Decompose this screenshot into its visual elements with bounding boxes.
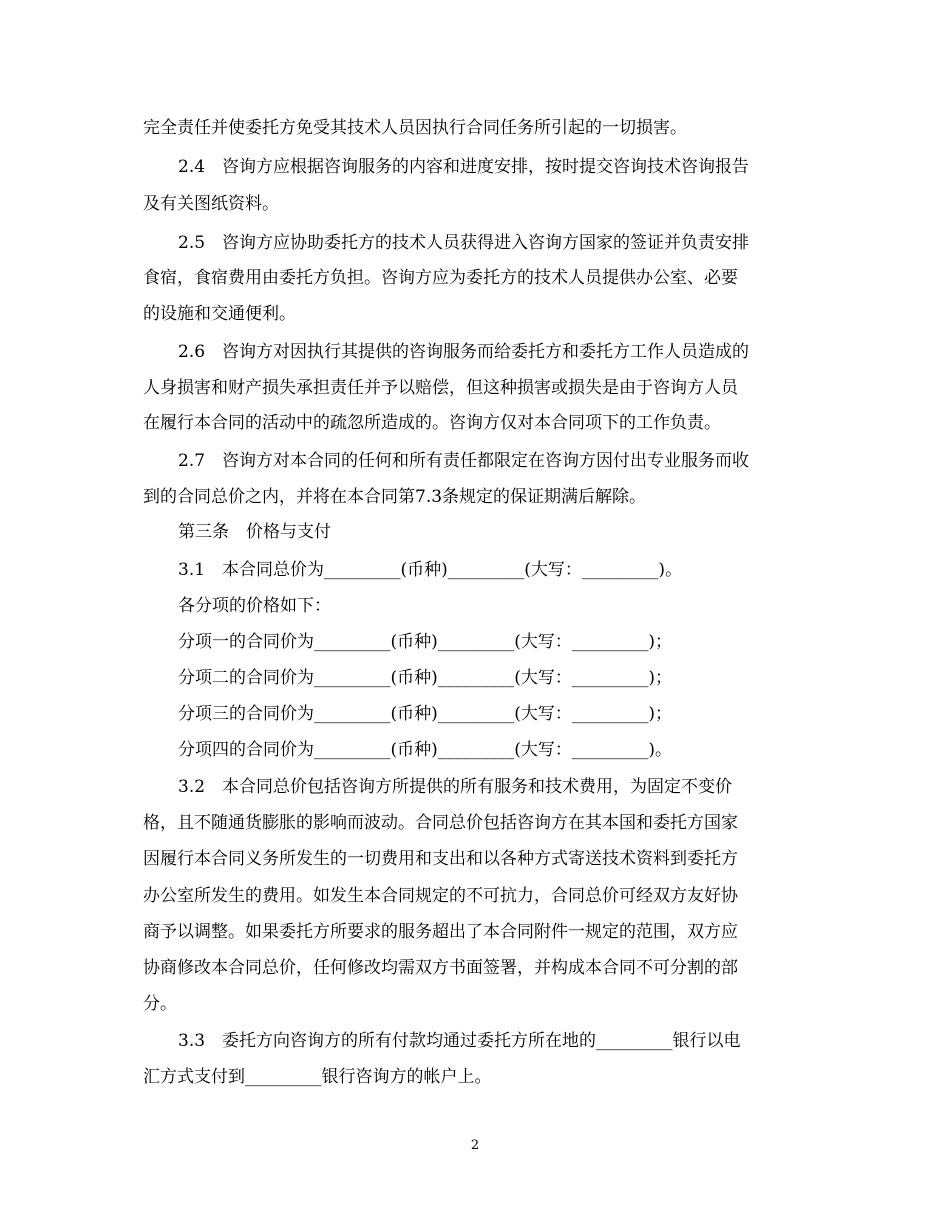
text-line: 到的合同总价之内，并将在本合同第7.3条规定的保证期满后解除。 bbox=[143, 487, 647, 507]
clause-3-3: 3.3 委托方向咨询方的所有付款均通过委托方所在地的_________银行以电 bbox=[178, 1031, 741, 1051]
sub-item-price-1: 分项一的合同价为_________(币种)_________(大写：_________)； bbox=[178, 632, 673, 652]
sub-item-price-2: 分项二的合同价为_________(币种)_________(大写：_________)； bbox=[178, 668, 673, 688]
text-line: 协商修改本合同总价，任何修改均需双方书面签署，并构成本合同不可分割的部 bbox=[143, 958, 738, 978]
clause-2-5: 2.5 咨询方应协助委托方的技术人员获得进入咨询方国家的签证并负责安排 bbox=[178, 233, 750, 253]
sub-item-price-3: 分项三的合同价为_________(币种)_________(大写：_________)； bbox=[178, 704, 673, 724]
text-line: 汇方式支付到_________银行咨询方的帐户上。 bbox=[143, 1067, 492, 1087]
page-number: 2 bbox=[470, 1138, 480, 1153]
text-line: 食宿，食宿费用由委托方负担。咨询方应为委托方的技术人员提供办公室、必要 bbox=[143, 268, 738, 288]
text-line: 在履行本合同的活动中的疏忽所造成的。咨询方仅对本合同项下的工作负责。 bbox=[143, 413, 721, 433]
clause-3-1: 3.1 本合同总价为_________(币种)_________(大写：_________)。 bbox=[178, 560, 683, 580]
text-line: 人身损害和财产损失承担责任并予以赔偿，但这种损害或损失是由于咨询方人员 bbox=[143, 378, 738, 398]
sub-item-price-4: 分项四的合同价为_________(币种)_________(大写：_________)。 bbox=[178, 740, 673, 760]
clause-2-7: 2.7 咨询方对本合同的任何和所有责任都限定在咨询方因付出专业服务而收 bbox=[178, 451, 750, 471]
text-line: 商予以调整。如果委托方所要求的服务超出了本合同附件一规定的范围，双方应 bbox=[143, 922, 738, 942]
clause-3-2: 3.2 本合同总价包括咨询方所提供的所有服务和技术费用，为固定不变价 bbox=[178, 777, 733, 797]
clause-2-6: 2.6 咨询方对因执行其提供的咨询服务而给委托方和委托方工作人员造成的 bbox=[178, 342, 750, 362]
text-line: 完全责任并使委托方免受其技术人员因执行合同任务所引起的一切损害。 bbox=[143, 118, 687, 138]
text-line: 的设施和交通便利。 bbox=[143, 304, 296, 324]
text-line: 因履行本合同义务所发生的一切费用和支出和以各种方式寄送技术资料到委托方 bbox=[143, 849, 738, 869]
text-line: 格，且不随通货膨胀的影响而波动。合同总价包括咨询方在其本国和委托方国家 bbox=[143, 813, 738, 833]
text-line: 分。 bbox=[143, 994, 177, 1014]
text-line: 各分项的价格如下： bbox=[178, 596, 331, 616]
clause-2-4: 2.4 咨询方应根据咨询服务的内容和进度安排，按时提交咨询技术咨询报告 bbox=[178, 157, 750, 177]
text-line: 办公室所发生的费用。如发生本合同规定的不可抗力，合同总价可经双方友好协 bbox=[143, 886, 738, 906]
section-heading-article-3: 第三条 价格与支付 bbox=[178, 522, 331, 542]
text-line: 及有关图纸资料。 bbox=[143, 194, 279, 214]
